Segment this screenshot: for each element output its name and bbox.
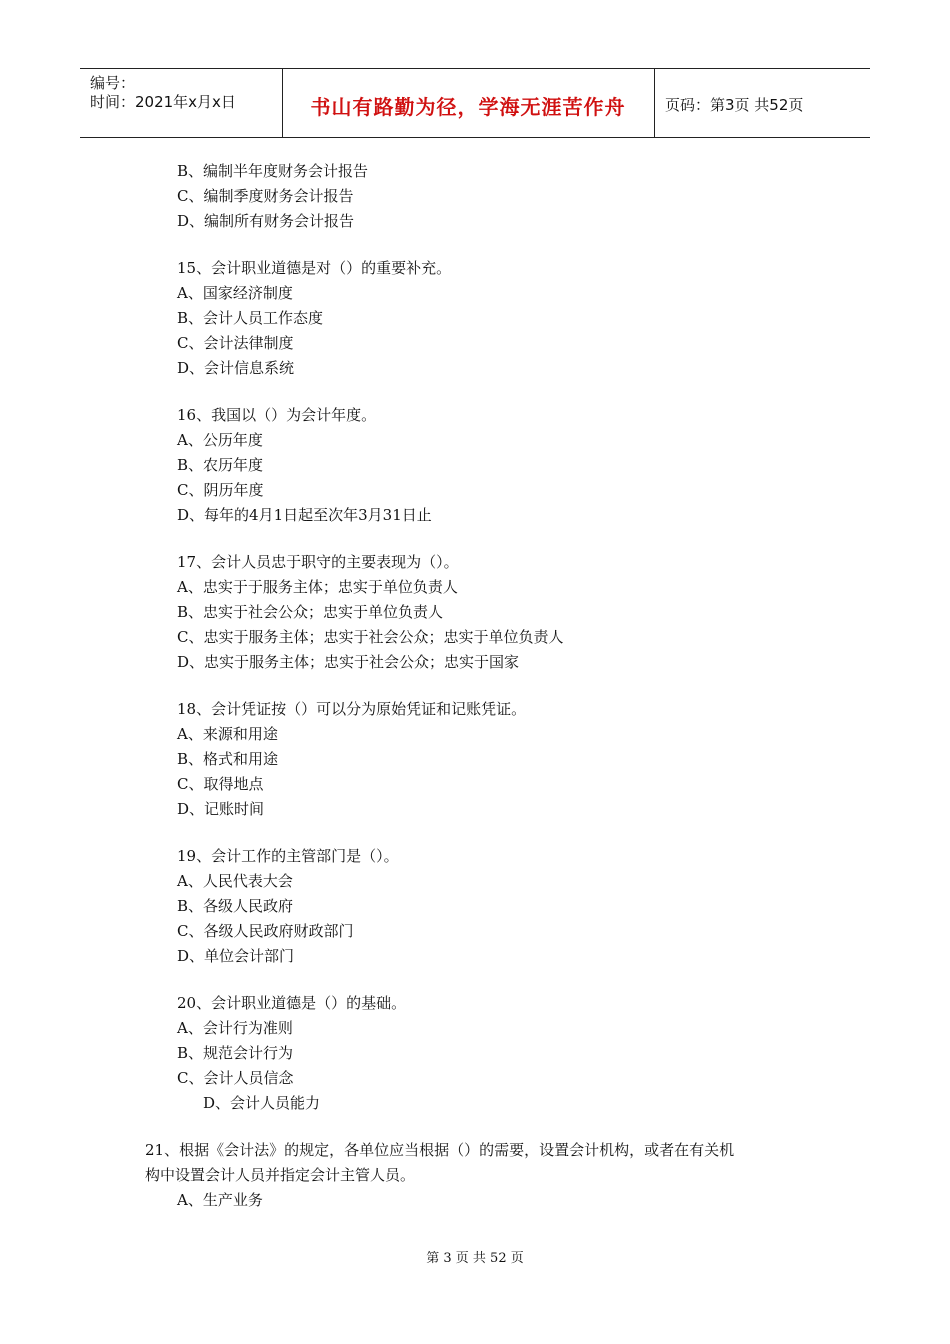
text-line: D、记账时间: [177, 800, 265, 818]
motto-text: 书山有路勤为径，学海无涯苦作舟: [310, 95, 626, 119]
text-line: C、会计人员信念: [177, 1069, 294, 1087]
page-code-label: 页码：第3页 共52页: [665, 96, 804, 114]
text-line: 20、会计职业道德是（）的基础。: [177, 994, 407, 1012]
text-line: A、公历年度: [177, 431, 263, 449]
text-line: A、忠实于于服务主体；忠实于单位负责人: [177, 578, 458, 596]
text-line: 15、会计职业道德是对（）的重要补充。: [177, 259, 452, 277]
text-line: C、忠实于服务主体；忠实于社会公众；忠实于单位负责人: [177, 628, 564, 646]
text-line: 构中设置会计人员并指定会计主管人员。: [145, 1166, 416, 1184]
text-line: A、生产业务: [177, 1191, 263, 1209]
text-line: B、忠实于社会公众；忠实于单位负责人: [177, 603, 444, 621]
text-line: A、人民代表大会: [177, 872, 293, 890]
text-line: D、每年的4月1日起至次年3月31日止: [177, 506, 432, 524]
text-line: B、农历年度: [177, 456, 264, 474]
time-label: 时间：2021年x月x日: [90, 93, 236, 111]
text-line: C、编制季度财务会计报告: [177, 187, 354, 205]
text-line: B、规范会计行为: [177, 1044, 294, 1062]
text-line: B、格式和用途: [177, 750, 279, 768]
text-line: C、取得地点: [177, 775, 264, 793]
text-line: A、国家经济制度: [177, 284, 293, 302]
text-line: D、忠实于服务主体；忠实于社会公众；忠实于国家: [177, 653, 520, 671]
text-line: 21、根据《会计法》的规定，各单位应当根据（）的需要，设置会计机构，或者在有关机: [145, 1141, 735, 1159]
text-line: D、会计信息系统: [177, 359, 295, 377]
text-line: A、来源和用途: [177, 725, 278, 743]
header-meta-cell: [80, 69, 283, 137]
text-line: 19、会计工作的主管部门是（）。: [177, 847, 399, 865]
page-header: [80, 68, 870, 138]
text-line: B、编制半年度财务会计报告: [177, 162, 369, 180]
text-line: A、会计行为准则: [177, 1019, 293, 1037]
header-motto-cell: [282, 69, 655, 137]
text-line: 16、我国以（）为会计年度。: [177, 406, 377, 424]
text-line: D、编制所有财务会计报告: [177, 212, 355, 230]
serial-label: 编号：: [90, 74, 136, 92]
text-line: C、会计法律制度: [177, 334, 294, 352]
text-line: D、会计人员能力: [203, 1094, 321, 1112]
text-line: C、阴历年度: [177, 481, 264, 499]
text-line: C、各级人民政府财政部门: [177, 922, 354, 940]
header-page-cell: [655, 69, 870, 137]
text-line: B、会计人员工作态度: [177, 309, 324, 327]
text-line: B、各级人民政府: [177, 897, 294, 915]
page-footer: 第 3 页 共 52 页: [426, 1251, 524, 1266]
text-line: 18、会计凭证按（）可以分为原始凭证和记账凭证。: [177, 700, 527, 718]
text-line: 17、会计人员忠于职守的主要表现为（）。: [177, 553, 459, 571]
text-line: D、单位会计部门: [177, 947, 295, 965]
